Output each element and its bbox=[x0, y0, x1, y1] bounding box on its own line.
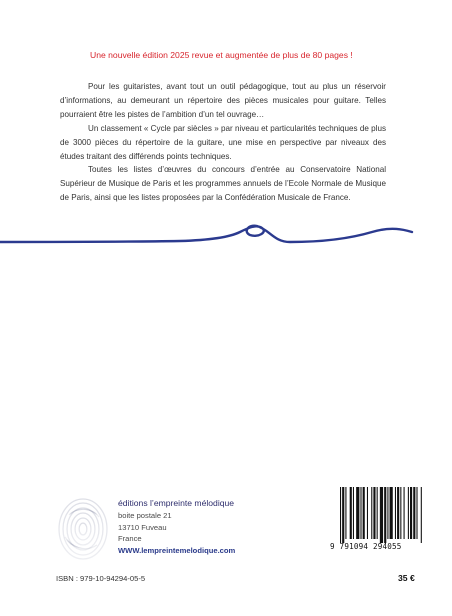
publisher-country: France bbox=[118, 534, 142, 544]
barcode-bar bbox=[363, 487, 365, 539]
barcode-bar bbox=[356, 487, 359, 539]
barcode-bar bbox=[395, 487, 396, 539]
barcode-bar bbox=[387, 487, 388, 539]
paragraph-3: Toutes les listes d’œuvres du concours d’entrée au Conservatoire National Supérieur de Musique de Paris et les programmes annuels de l’Ecole Normale de Musique de Paris, ainsi que les listes proposées par la Confédération Musicale de France. bbox=[60, 165, 386, 203]
paragraph-1: Pour les guitaristes, avant tout un outil pédagogique, tout au plus un réservoir d’informations, au demeurant un répertoire des pièces musicales pour guitare. Telles pourraient être les pistes de l’ambition d’un tel ouvrage… bbox=[60, 82, 386, 119]
barcode-bar bbox=[410, 487, 412, 539]
barcode-bar bbox=[345, 487, 346, 539]
headline: Une nouvelle édition 2025 revue et augmentée de plus de 80 pages ! bbox=[90, 50, 353, 60]
barcode-bar bbox=[380, 487, 383, 543]
barcode-bar bbox=[384, 487, 386, 543]
publisher-info bbox=[118, 498, 298, 556]
publisher-name: éditions l’empreinte mélodique bbox=[118, 498, 235, 508]
barcode-bar bbox=[397, 487, 399, 539]
publisher-address-line1: boite postale 21 bbox=[118, 511, 172, 521]
paragraph-2: Un classement « Cycle par siècles » par niveau et particularités techniques de plus de 3000 pièces du répertoire de la guitare, une mise en perspective par niveaux des études traitant des différends points techniques. bbox=[60, 123, 386, 161]
decorative-swirl bbox=[0, 218, 452, 268]
barcode-bars bbox=[340, 487, 424, 543]
barcode-bar bbox=[373, 487, 375, 539]
barcode bbox=[330, 487, 426, 553]
barcode-bar bbox=[367, 487, 368, 539]
barcode-bar bbox=[421, 487, 422, 543]
barcode-bar bbox=[404, 487, 405, 539]
barcode-bar bbox=[416, 487, 417, 539]
publisher-website-link[interactable]: WWW.lempreintemelodique.com bbox=[118, 545, 236, 555]
description-text bbox=[60, 80, 386, 205]
barcode-bar bbox=[350, 487, 352, 539]
barcode-bar bbox=[340, 487, 341, 543]
barcode-bar bbox=[353, 487, 354, 539]
isbn: ISBN : 979-10-94294-05-5 bbox=[56, 574, 146, 583]
price: 35 € bbox=[398, 573, 415, 583]
barcode-bar bbox=[377, 487, 378, 539]
barcode-bar bbox=[390, 487, 393, 539]
barcode-bar bbox=[400, 487, 401, 539]
barcode-bar bbox=[413, 487, 415, 539]
publisher-address-line2: 13710 Fuveau bbox=[118, 522, 167, 532]
barcode-bar bbox=[360, 487, 361, 539]
barcode-number: 9 791094 294055 bbox=[330, 542, 402, 551]
barcode-bar bbox=[408, 487, 409, 539]
fingerprint-icon bbox=[55, 497, 111, 561]
barcode-bar bbox=[371, 487, 372, 539]
barcode-bar bbox=[342, 487, 344, 543]
